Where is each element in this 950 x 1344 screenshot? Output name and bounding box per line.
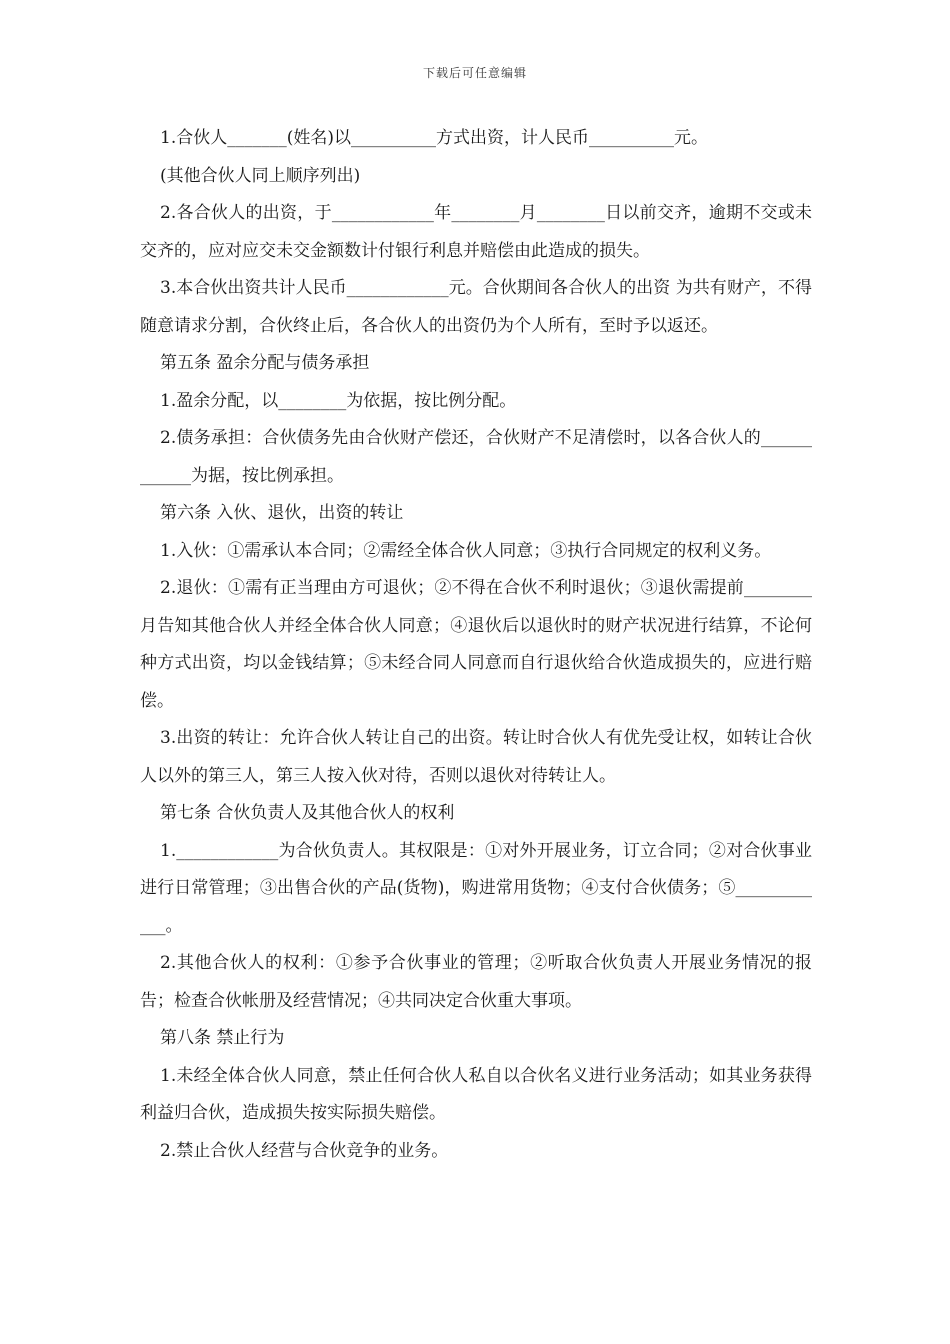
paragraph-transfer: 3.出资的转让：允许合伙人转让自己的出资。转让时合伙人有优先受让权，如转让合伙人以外的第三人，第三人按入伙对待，否则以退伙对待转让人。	[140, 728, 812, 786]
paragraph-debt-bearing: 2.债务承担：合伙债务先由合伙财产偿还，合伙财产不足清偿时，以各合伙人的____________为据，按比例承担。	[140, 428, 812, 486]
page-header-note: 下载后可任意编辑	[422, 66, 527, 80]
paragraph-profit-distribution: 1.盈余分配，以________为依据，按比例分配。	[160, 390, 517, 411]
paragraph-capital-contribution-1: 1.合伙人_______(姓名)以__________方式出资，计人民币__________元。	[160, 128, 708, 148]
paragraph-responsible-partner: 1.____________为合伙负责人。其权限是：①对外开展业务，订立合同；②对合伙事业进行日常管理；③出售合伙的产品(货物)，购进常用货物；④支付合伙债务；⑤____________。	[140, 840, 812, 936]
article-7-heading: 第七条 合伙负责人及其他合伙人的权利	[160, 803, 455, 823]
paragraph-prohibition-2: 2.禁止合伙人经营与合伙竞争的业务。	[160, 1140, 449, 1161]
paragraph-prohibition-1: 1.未经全体合伙人同意，禁止任何合伙人私自以合伙名义进行业务活动；如其业务获得利益归合伙，造成损失按实际损失赔偿。	[140, 1065, 812, 1123]
paragraph-capital-contribution-3: 3.本合伙出资共计人民币____________元。合伙期间各合伙人的出资 为共有财产，不得随意请求分割，合伙终止后，各合伙人的出资仍为个人所有，至时予以返还。	[140, 278, 812, 336]
paragraph-joining: 1.入伙：①需承认本合同；②需经全体合伙人同意；③执行合同规定的权利义务。	[160, 540, 772, 561]
article-5-heading: 第五条 盈余分配与债务承担	[160, 353, 370, 373]
paragraph-other-partners-note: (其他合伙人同上顺序列出)	[160, 165, 361, 186]
paragraph-capital-contribution-2: 2.各合伙人的出资，于____________年________月________日以前交齐，逾期不交或未交齐的，应对应交未交金额数计付银行利息并赔偿由此造成的损失。	[140, 203, 812, 261]
article-6-heading: 第六条 入伙、退伙，出资的转让	[160, 503, 404, 523]
document-body	[140, 120, 812, 1170]
paragraph-withdrawal: 2.退伙：①需有正当理由方可退伙；②不得在合伙不利时退伙；③退伙需提前________月告知其他合伙人并经全体合伙人同意；④退伙后以退伙时的财产状况进行结算，不论何种方式出资，均以金钱结算；⑤未经合同人同意而自行退伙给合伙造成损失的，应进行赔偿。	[140, 578, 812, 711]
article-8-heading: 第八条 禁止行为	[160, 1028, 285, 1048]
paragraph-other-partner-rights: 2.其他合伙人的权利：①参予合伙事业的管理；②听取合伙负责人开展业务情况的报告；检查合伙帐册及经营情况；④共同决定合伙重大事项。	[140, 953, 812, 1011]
